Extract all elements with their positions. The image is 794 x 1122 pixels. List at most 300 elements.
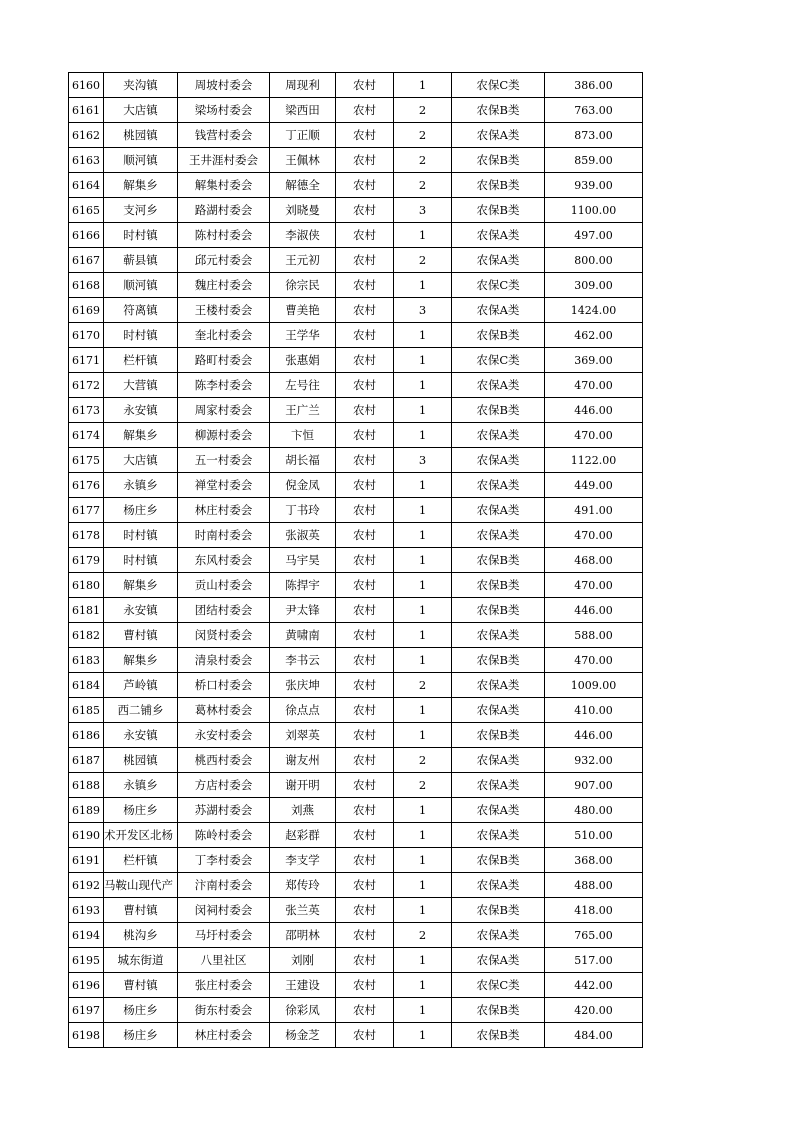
household-count-cell: 1 — [394, 398, 452, 423]
town-cell: 大营镇 — [104, 373, 178, 398]
town-cell: 解集乡 — [104, 423, 178, 448]
person-name-cell: 徐宗民 — [270, 273, 336, 298]
town-cell: 桃沟乡 — [104, 923, 178, 948]
amount-cell: 517.00 — [545, 948, 643, 973]
record-id-cell: 6161 — [69, 98, 104, 123]
area-type-cell: 农村 — [336, 523, 394, 548]
record-id-cell: 6166 — [69, 223, 104, 248]
area-type-cell: 农村 — [336, 348, 394, 373]
town-cell: 杨庄乡 — [104, 798, 178, 823]
record-id-cell: 6177 — [69, 498, 104, 523]
table-row — [69, 323, 643, 348]
amount-cell: 488.00 — [545, 873, 643, 898]
area-type-cell: 农村 — [336, 898, 394, 923]
household-count-cell: 2 — [394, 248, 452, 273]
town-cell: 符离镇 — [104, 298, 178, 323]
household-count-cell: 1 — [394, 73, 452, 98]
area-type-cell: 农村 — [336, 223, 394, 248]
area-type-cell: 农村 — [336, 673, 394, 698]
area-type-cell: 农村 — [336, 298, 394, 323]
person-name-cell: 尹太锋 — [270, 598, 336, 623]
insurance-category-cell: 农保B类 — [452, 848, 545, 873]
person-name-cell: 刘刚 — [270, 948, 336, 973]
area-type-cell: 农村 — [336, 723, 394, 748]
record-id-cell: 6174 — [69, 423, 104, 448]
record-id-cell: 6167 — [69, 248, 104, 273]
village-committee-cell: 桥口村委会 — [178, 673, 270, 698]
person-name-cell: 徐彩凤 — [270, 998, 336, 1023]
person-name-cell: 王佩林 — [270, 148, 336, 173]
record-id-cell: 6170 — [69, 323, 104, 348]
person-name-cell: 郑传玲 — [270, 873, 336, 898]
table-row — [69, 373, 643, 398]
insurance-category-cell: 农保A类 — [452, 473, 545, 498]
person-name-cell: 张兰英 — [270, 898, 336, 923]
town-cell: 时村镇 — [104, 548, 178, 573]
area-type-cell: 农村 — [336, 73, 394, 98]
record-id-cell: 6191 — [69, 848, 104, 873]
insurance-category-cell: 农保C类 — [452, 73, 545, 98]
household-count-cell: 1 — [394, 1023, 452, 1048]
table-row — [69, 248, 643, 273]
household-count-cell: 2 — [394, 98, 452, 123]
record-id-cell: 6162 — [69, 123, 104, 148]
household-count-cell: 1 — [394, 623, 452, 648]
person-name-cell: 王建设 — [270, 973, 336, 998]
record-id-cell: 6164 — [69, 173, 104, 198]
table-row — [69, 473, 643, 498]
area-type-cell: 农村 — [336, 273, 394, 298]
record-id-cell: 6173 — [69, 398, 104, 423]
amount-cell: 497.00 — [545, 223, 643, 248]
table-row — [69, 748, 643, 773]
person-name-cell: 杨金芝 — [270, 1023, 336, 1048]
village-committee-cell: 邱元村委会 — [178, 248, 270, 273]
table-row — [69, 98, 643, 123]
record-id-cell: 6184 — [69, 673, 104, 698]
amount-cell: 420.00 — [545, 998, 643, 1023]
area-type-cell: 农村 — [336, 598, 394, 623]
record-id-cell: 6193 — [69, 898, 104, 923]
person-name-cell: 丁正顺 — [270, 123, 336, 148]
town-cell: 术开发区北杨 — [104, 823, 178, 848]
area-type-cell: 农村 — [336, 448, 394, 473]
amount-cell: 369.00 — [545, 348, 643, 373]
person-name-cell: 谢开明 — [270, 773, 336, 798]
household-count-cell: 2 — [394, 673, 452, 698]
village-committee-cell: 路湖村委会 — [178, 198, 270, 223]
insurance-category-cell: 农保A类 — [452, 798, 545, 823]
record-id-cell: 6168 — [69, 273, 104, 298]
amount-cell: 907.00 — [545, 773, 643, 798]
area-type-cell: 农村 — [336, 398, 394, 423]
record-id-cell: 6187 — [69, 748, 104, 773]
table-row — [69, 823, 643, 848]
area-type-cell: 农村 — [336, 173, 394, 198]
amount-cell: 470.00 — [545, 373, 643, 398]
table-row — [69, 773, 643, 798]
record-id-cell: 6197 — [69, 998, 104, 1023]
amount-cell: 510.00 — [545, 823, 643, 848]
table-row — [69, 498, 643, 523]
village-committee-cell: 梁场村委会 — [178, 98, 270, 123]
town-cell: 曹村镇 — [104, 898, 178, 923]
record-id-cell: 6185 — [69, 698, 104, 723]
household-count-cell: 1 — [394, 898, 452, 923]
town-cell: 大店镇 — [104, 448, 178, 473]
area-type-cell: 农村 — [336, 873, 394, 898]
insurance-category-cell: 农保B类 — [452, 548, 545, 573]
person-name-cell: 邵明林 — [270, 923, 336, 948]
amount-cell: 480.00 — [545, 798, 643, 823]
record-id-cell: 6182 — [69, 623, 104, 648]
area-type-cell: 农村 — [336, 973, 394, 998]
table-row — [69, 873, 643, 898]
insurance-category-cell: 农保C类 — [452, 973, 545, 998]
area-type-cell: 农村 — [336, 1023, 394, 1048]
insurance-category-cell: 农保A类 — [452, 673, 545, 698]
table-row — [69, 798, 643, 823]
amount-cell: 470.00 — [545, 573, 643, 598]
amount-cell: 442.00 — [545, 973, 643, 998]
town-cell: 大店镇 — [104, 98, 178, 123]
insurance-category-cell: 农保B类 — [452, 598, 545, 623]
household-count-cell: 3 — [394, 448, 452, 473]
amount-cell: 932.00 — [545, 748, 643, 773]
record-id-cell: 6176 — [69, 473, 104, 498]
insurance-category-cell: 农保B类 — [452, 998, 545, 1023]
person-name-cell: 王广兰 — [270, 398, 336, 423]
area-type-cell: 农村 — [336, 623, 394, 648]
town-cell: 曹村镇 — [104, 973, 178, 998]
amount-cell: 1424.00 — [545, 298, 643, 323]
record-id-cell: 6178 — [69, 523, 104, 548]
household-count-cell: 1 — [394, 848, 452, 873]
town-cell: 永镇乡 — [104, 773, 178, 798]
table-row — [69, 548, 643, 573]
village-committee-cell: 陈村村委会 — [178, 223, 270, 248]
amount-cell: 418.00 — [545, 898, 643, 923]
household-count-cell: 2 — [394, 923, 452, 948]
town-cell: 永镇乡 — [104, 473, 178, 498]
amount-cell: 1100.00 — [545, 198, 643, 223]
table-row — [69, 998, 643, 1023]
table-row — [69, 898, 643, 923]
village-committee-cell: 东风村委会 — [178, 548, 270, 573]
insurance-category-cell: 农保B类 — [452, 1023, 545, 1048]
village-committee-cell: 贡山村委会 — [178, 573, 270, 598]
household-count-cell: 2 — [394, 748, 452, 773]
table-row — [69, 948, 643, 973]
household-count-cell: 1 — [394, 598, 452, 623]
household-count-cell: 1 — [394, 648, 452, 673]
amount-cell: 1009.00 — [545, 673, 643, 698]
insurance-category-cell: 农保A类 — [452, 823, 545, 848]
insurance-category-cell: 农保B类 — [452, 198, 545, 223]
household-count-cell: 1 — [394, 498, 452, 523]
village-committee-cell: 陈李村委会 — [178, 373, 270, 398]
person-name-cell: 谢友州 — [270, 748, 336, 773]
person-name-cell: 王学华 — [270, 323, 336, 348]
area-type-cell: 农村 — [336, 748, 394, 773]
insurance-category-cell: 农保A类 — [452, 773, 545, 798]
insurance-category-cell: 农保B类 — [452, 898, 545, 923]
household-count-cell: 1 — [394, 698, 452, 723]
amount-cell: 446.00 — [545, 723, 643, 748]
area-type-cell: 农村 — [336, 248, 394, 273]
insurance-category-cell: 农保B类 — [452, 723, 545, 748]
person-name-cell: 曹美艳 — [270, 298, 336, 323]
person-name-cell: 王元初 — [270, 248, 336, 273]
table-row — [69, 73, 643, 98]
table-row — [69, 123, 643, 148]
household-count-cell: 2 — [394, 773, 452, 798]
village-committee-cell: 永安村委会 — [178, 723, 270, 748]
person-name-cell: 马宇昊 — [270, 548, 336, 573]
amount-cell: 873.00 — [545, 123, 643, 148]
household-count-cell: 2 — [394, 148, 452, 173]
amount-cell: 800.00 — [545, 248, 643, 273]
person-name-cell: 李支学 — [270, 848, 336, 873]
table-row — [69, 223, 643, 248]
town-cell: 杨庄乡 — [104, 998, 178, 1023]
person-name-cell: 徐点点 — [270, 698, 336, 723]
table-row — [69, 848, 643, 873]
amount-cell: 449.00 — [545, 473, 643, 498]
person-name-cell: 李淑侠 — [270, 223, 336, 248]
village-committee-cell: 林庄村委会 — [178, 498, 270, 523]
village-committee-cell: 五一村委会 — [178, 448, 270, 473]
village-committee-cell: 陈岭村委会 — [178, 823, 270, 848]
area-type-cell: 农村 — [336, 198, 394, 223]
town-cell: 解集乡 — [104, 573, 178, 598]
area-type-cell: 农村 — [336, 473, 394, 498]
village-committee-cell: 丁李村委会 — [178, 848, 270, 873]
household-count-cell: 1 — [394, 798, 452, 823]
town-cell: 解集乡 — [104, 648, 178, 673]
person-name-cell: 刘晓曼 — [270, 198, 336, 223]
household-count-cell: 1 — [394, 573, 452, 598]
amount-cell: 470.00 — [545, 423, 643, 448]
amount-cell: 470.00 — [545, 523, 643, 548]
record-id-cell: 6195 — [69, 948, 104, 973]
record-id-cell: 6160 — [69, 73, 104, 98]
table-body — [69, 73, 643, 1048]
person-name-cell: 左号往 — [270, 373, 336, 398]
insurance-category-cell: 农保A类 — [452, 698, 545, 723]
record-id-cell: 6163 — [69, 148, 104, 173]
village-committee-cell: 周家村委会 — [178, 398, 270, 423]
person-name-cell: 周现利 — [270, 73, 336, 98]
table-row — [69, 573, 643, 598]
insurance-category-cell: 农保C类 — [452, 273, 545, 298]
table-row — [69, 673, 643, 698]
town-cell: 桃园镇 — [104, 123, 178, 148]
insurance-category-cell: 农保C类 — [452, 348, 545, 373]
village-committee-cell: 葛林村委会 — [178, 698, 270, 723]
town-cell: 杨庄乡 — [104, 1023, 178, 1048]
household-count-cell: 1 — [394, 373, 452, 398]
table-row — [69, 1023, 643, 1048]
area-type-cell: 农村 — [336, 773, 394, 798]
town-cell: 马鞍山现代产 — [104, 873, 178, 898]
area-type-cell: 农村 — [336, 823, 394, 848]
table-row — [69, 648, 643, 673]
person-name-cell: 黄啸南 — [270, 623, 336, 648]
person-name-cell: 陈捍宇 — [270, 573, 336, 598]
person-name-cell: 胡长福 — [270, 448, 336, 473]
person-name-cell: 卞恒 — [270, 423, 336, 448]
area-type-cell: 农村 — [336, 798, 394, 823]
table-row — [69, 298, 643, 323]
records-table — [68, 72, 643, 1048]
village-committee-cell: 苏湖村委会 — [178, 798, 270, 823]
household-count-cell: 1 — [394, 523, 452, 548]
person-name-cell: 张惠娟 — [270, 348, 336, 373]
area-type-cell: 农村 — [336, 998, 394, 1023]
town-cell: 永安镇 — [104, 723, 178, 748]
insurance-category-cell: 农保A类 — [452, 448, 545, 473]
insurance-category-cell: 农保A类 — [452, 373, 545, 398]
town-cell: 永安镇 — [104, 598, 178, 623]
record-id-cell: 6172 — [69, 373, 104, 398]
amount-cell: 939.00 — [545, 173, 643, 198]
record-id-cell: 6180 — [69, 573, 104, 598]
household-count-cell: 1 — [394, 873, 452, 898]
amount-cell: 446.00 — [545, 398, 643, 423]
person-name-cell: 梁西田 — [270, 98, 336, 123]
record-id-cell: 6183 — [69, 648, 104, 673]
area-type-cell: 农村 — [336, 98, 394, 123]
amount-cell: 491.00 — [545, 498, 643, 523]
table-row — [69, 148, 643, 173]
town-cell: 曹村镇 — [104, 623, 178, 648]
area-type-cell: 农村 — [336, 123, 394, 148]
household-count-cell: 3 — [394, 198, 452, 223]
insurance-category-cell: 农保B类 — [452, 323, 545, 348]
insurance-category-cell: 农保A类 — [452, 873, 545, 898]
household-count-cell: 1 — [394, 273, 452, 298]
village-committee-cell: 时南村委会 — [178, 523, 270, 548]
area-type-cell: 农村 — [336, 498, 394, 523]
town-cell: 芦岭镇 — [104, 673, 178, 698]
insurance-category-cell: 农保B类 — [452, 148, 545, 173]
area-type-cell: 农村 — [336, 648, 394, 673]
person-name-cell: 解德全 — [270, 173, 336, 198]
record-id-cell: 6196 — [69, 973, 104, 998]
amount-cell: 410.00 — [545, 698, 643, 723]
household-count-cell: 2 — [394, 123, 452, 148]
person-name-cell: 丁书玲 — [270, 498, 336, 523]
amount-cell: 462.00 — [545, 323, 643, 348]
insurance-category-cell: 农保A类 — [452, 923, 545, 948]
record-id-cell: 6192 — [69, 873, 104, 898]
record-id-cell: 6188 — [69, 773, 104, 798]
village-committee-cell: 解集村委会 — [178, 173, 270, 198]
village-committee-cell: 路町村委会 — [178, 348, 270, 373]
village-committee-cell: 汴南村委会 — [178, 873, 270, 898]
table-row — [69, 198, 643, 223]
area-type-cell: 农村 — [336, 373, 394, 398]
village-committee-cell: 街东村委会 — [178, 998, 270, 1023]
table-row — [69, 923, 643, 948]
amount-cell: 484.00 — [545, 1023, 643, 1048]
village-committee-cell: 八里社区 — [178, 948, 270, 973]
insurance-category-cell: 农保A类 — [452, 948, 545, 973]
insurance-category-cell: 农保B类 — [452, 648, 545, 673]
insurance-category-cell: 农保B类 — [452, 98, 545, 123]
village-committee-cell: 闵贤村委会 — [178, 623, 270, 648]
town-cell: 栏杆镇 — [104, 348, 178, 373]
household-count-cell: 1 — [394, 948, 452, 973]
village-committee-cell: 王楼村委会 — [178, 298, 270, 323]
amount-cell: 309.00 — [545, 273, 643, 298]
village-committee-cell: 闵祠村委会 — [178, 898, 270, 923]
town-cell: 支河乡 — [104, 198, 178, 223]
village-committee-cell: 方店村委会 — [178, 773, 270, 798]
town-cell: 桃园镇 — [104, 748, 178, 773]
village-committee-cell: 清泉村委会 — [178, 648, 270, 673]
household-count-cell: 1 — [394, 823, 452, 848]
record-id-cell: 6181 — [69, 598, 104, 623]
amount-cell: 368.00 — [545, 848, 643, 873]
village-committee-cell: 禅堂村委会 — [178, 473, 270, 498]
amount-cell: 763.00 — [545, 98, 643, 123]
amount-cell: 588.00 — [545, 623, 643, 648]
record-id-cell: 6190 — [69, 823, 104, 848]
person-name-cell: 刘燕 — [270, 798, 336, 823]
record-id-cell: 6179 — [69, 548, 104, 573]
area-type-cell: 农村 — [336, 573, 394, 598]
area-type-cell: 农村 — [336, 548, 394, 573]
area-type-cell: 农村 — [336, 148, 394, 173]
household-count-cell: 3 — [394, 298, 452, 323]
insurance-category-cell: 农保A类 — [452, 523, 545, 548]
record-id-cell: 6198 — [69, 1023, 104, 1048]
amount-cell: 859.00 — [545, 148, 643, 173]
village-committee-cell: 周坡村委会 — [178, 73, 270, 98]
table-row — [69, 623, 643, 648]
person-name-cell: 李书云 — [270, 648, 336, 673]
household-count-cell: 1 — [394, 998, 452, 1023]
person-name-cell: 刘翠英 — [270, 723, 336, 748]
table-row — [69, 723, 643, 748]
village-committee-cell: 桃西村委会 — [178, 748, 270, 773]
insurance-category-cell: 农保A类 — [452, 223, 545, 248]
record-id-cell: 6189 — [69, 798, 104, 823]
table-row — [69, 598, 643, 623]
record-id-cell: 6165 — [69, 198, 104, 223]
village-committee-cell: 王井涯村委会 — [178, 148, 270, 173]
household-count-cell: 1 — [394, 548, 452, 573]
table-row — [69, 273, 643, 298]
area-type-cell: 农村 — [336, 698, 394, 723]
town-cell: 杨庄乡 — [104, 498, 178, 523]
village-committee-cell: 柳源村委会 — [178, 423, 270, 448]
amount-cell: 468.00 — [545, 548, 643, 573]
household-count-cell: 1 — [394, 423, 452, 448]
village-committee-cell: 钱营村委会 — [178, 123, 270, 148]
town-cell: 城东街道 — [104, 948, 178, 973]
town-cell: 时村镇 — [104, 323, 178, 348]
table-row — [69, 398, 643, 423]
table-row — [69, 423, 643, 448]
area-type-cell: 农村 — [336, 948, 394, 973]
household-count-cell: 1 — [394, 973, 452, 998]
record-id-cell: 6171 — [69, 348, 104, 373]
table-row — [69, 973, 643, 998]
table-row — [69, 448, 643, 473]
